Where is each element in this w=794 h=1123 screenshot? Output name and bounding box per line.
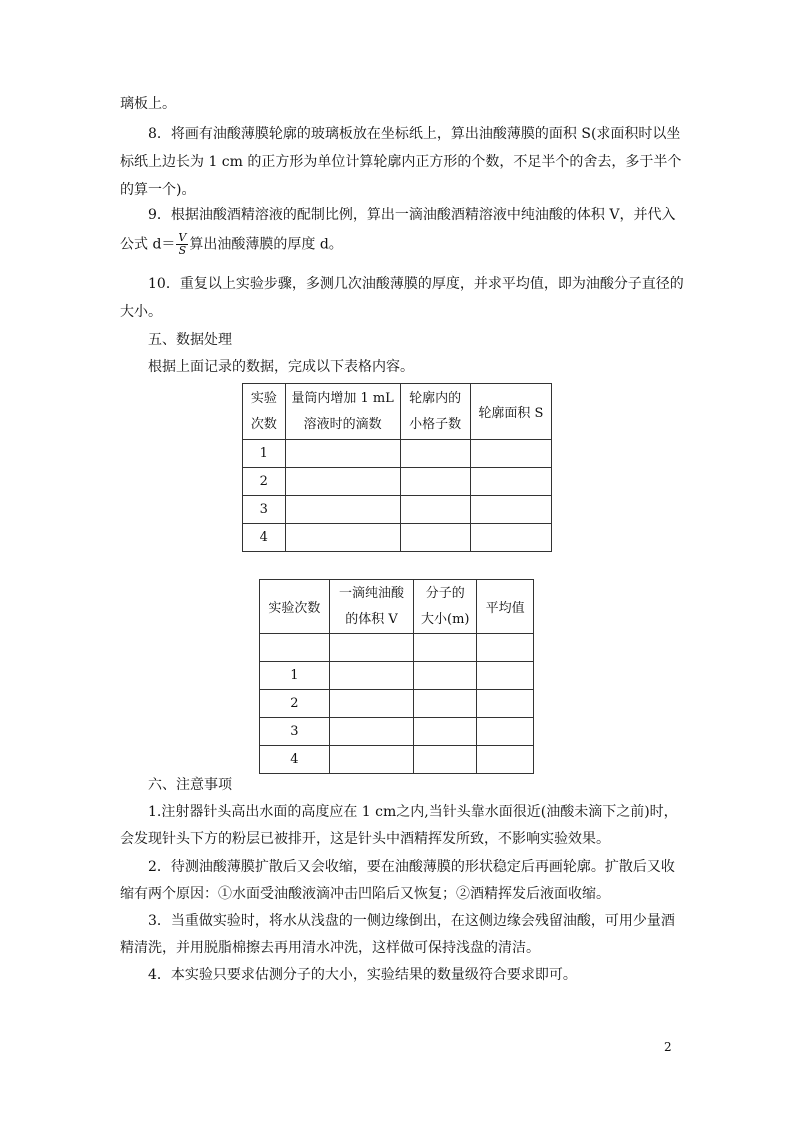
table-cell xyxy=(329,662,414,690)
formula-suffix: 算出油酸薄膜的厚度 d。 xyxy=(189,236,343,253)
table2-header: 分子的 大小(m) xyxy=(414,580,477,634)
table2-header: 实验次数 xyxy=(260,580,330,634)
table-row xyxy=(260,634,534,662)
table-row xyxy=(243,440,552,468)
page-number: 2 xyxy=(664,1040,672,1054)
table-row xyxy=(260,690,534,718)
table-cell xyxy=(329,634,414,662)
table-cell xyxy=(400,468,470,496)
fraction-denominator: S xyxy=(178,244,187,257)
table-cell: 3 xyxy=(243,496,286,524)
table-cell: 3 xyxy=(260,718,330,746)
table-cell xyxy=(414,746,477,774)
section-6-title: 六、注意事项 xyxy=(148,777,232,793)
table-cell xyxy=(414,690,477,718)
table-cell xyxy=(329,690,414,718)
table-cell xyxy=(329,746,414,774)
table-cell xyxy=(414,718,477,746)
table-cell xyxy=(400,524,470,552)
table-cell xyxy=(477,690,534,718)
fraction-numerator: V xyxy=(178,231,187,244)
table-row xyxy=(260,662,534,690)
table-row xyxy=(243,524,552,552)
table-cell: 1 xyxy=(243,440,286,468)
data-table-2 xyxy=(259,579,534,774)
table-cell xyxy=(477,718,534,746)
table1-header: 实验 次数 xyxy=(243,384,286,440)
step-10-line: 10．重复以上实验步骤，多测几次油酸薄膜的厚度，并求平均值，即为油酸分子直径的 xyxy=(148,276,684,292)
table-cell: 4 xyxy=(260,746,330,774)
note-3-line: 精清洗，并用脱脂棉擦去再用清水冲洗，这样做可保持浅盘的清洁。 xyxy=(120,940,540,956)
table-row xyxy=(260,718,534,746)
table-cell xyxy=(400,440,470,468)
table-cell xyxy=(477,746,534,774)
table-row xyxy=(260,746,534,774)
step-8-line: 的算一个)。 xyxy=(120,182,196,198)
formula-prefix: 公式 d＝ xyxy=(120,236,176,253)
table-cell xyxy=(470,468,551,496)
table-cell xyxy=(470,524,551,552)
table-cell xyxy=(285,440,400,468)
table-cell xyxy=(285,524,400,552)
step-9-line: 9．根据油酸酒精溶液的配制比例，算出一滴油酸酒精溶液中纯油酸的体积 V，并代入 xyxy=(148,207,676,223)
table-cell: 1 xyxy=(260,662,330,690)
table2-header: 一滴纯油酸 的体积 V xyxy=(329,580,414,634)
table1-header: 量筒内增加 1 mL 溶液时的滴数 xyxy=(285,384,400,440)
table1-header: 轮廓面积 S xyxy=(470,384,551,440)
table-row xyxy=(243,496,552,524)
table-cell: 2 xyxy=(260,690,330,718)
note-3-line: 3．当重做实验时，将水从浅盘的一侧边缘倒出，在这侧边缘会残留油酸，可用少量酒 xyxy=(148,913,675,929)
step-10-line: 大小。 xyxy=(120,304,162,320)
table-cell xyxy=(414,662,477,690)
table-cell: 2 xyxy=(243,468,286,496)
text-line: 璃板上。 xyxy=(120,96,176,112)
table-cell xyxy=(329,718,414,746)
note-4-line: 4．本实验只要求估测分子的大小，实验结果的数量级符合要求即可。 xyxy=(148,967,577,983)
data-table-1 xyxy=(242,383,552,552)
section-5-title: 五、数据处理 xyxy=(148,332,232,348)
note-2-line: 2．待测油酸薄膜扩散后又会收缩，要在油酸薄膜的形状稳定后再画轮廓。扩散后又收 xyxy=(148,859,675,875)
table1-header: 轮廓内的 小格子数 xyxy=(400,384,470,440)
note-1-line: 1.注射器针头高出水面的高度应在 1 cm之内,当针头靠水面很近(油酸未滴下之前)时， xyxy=(148,804,678,820)
table-cell xyxy=(260,634,330,662)
table2-header: 平均值 xyxy=(477,580,534,634)
table-cell xyxy=(470,440,551,468)
note-2-line: 缩有两个原因：①水面受油酸液滴冲击凹陷后又恢复；②酒精挥发后液面收缩。 xyxy=(120,886,610,902)
section-5-intro: 根据上面记录的数据，完成以下表格内容。 xyxy=(148,359,414,375)
table-cell: 4 xyxy=(243,524,286,552)
step-8-line: 标纸上边长为 1 cm 的正方形为单位计算轮廓内正方形的个数，不足半个的舍去，多于半个 xyxy=(120,154,682,170)
table-cell xyxy=(285,496,400,524)
table-cell xyxy=(477,662,534,690)
table-cell xyxy=(477,634,534,662)
table-cell xyxy=(400,496,470,524)
note-1-line: 会发现针头下方的粉层已被排开，这是针头中酒精挥发所致，不影响实验效果。 xyxy=(120,831,610,847)
table-cell xyxy=(470,496,551,524)
table-cell xyxy=(414,634,477,662)
table-cell xyxy=(285,468,400,496)
formula-fraction xyxy=(176,232,188,257)
table-row xyxy=(243,468,552,496)
step-9-formula-line xyxy=(120,232,343,257)
step-8-line: 8．将画有油酸薄膜轮廓的玻璃板放在坐标纸上，算出油酸薄膜的面积 S(求面积时以坐 xyxy=(148,126,681,142)
